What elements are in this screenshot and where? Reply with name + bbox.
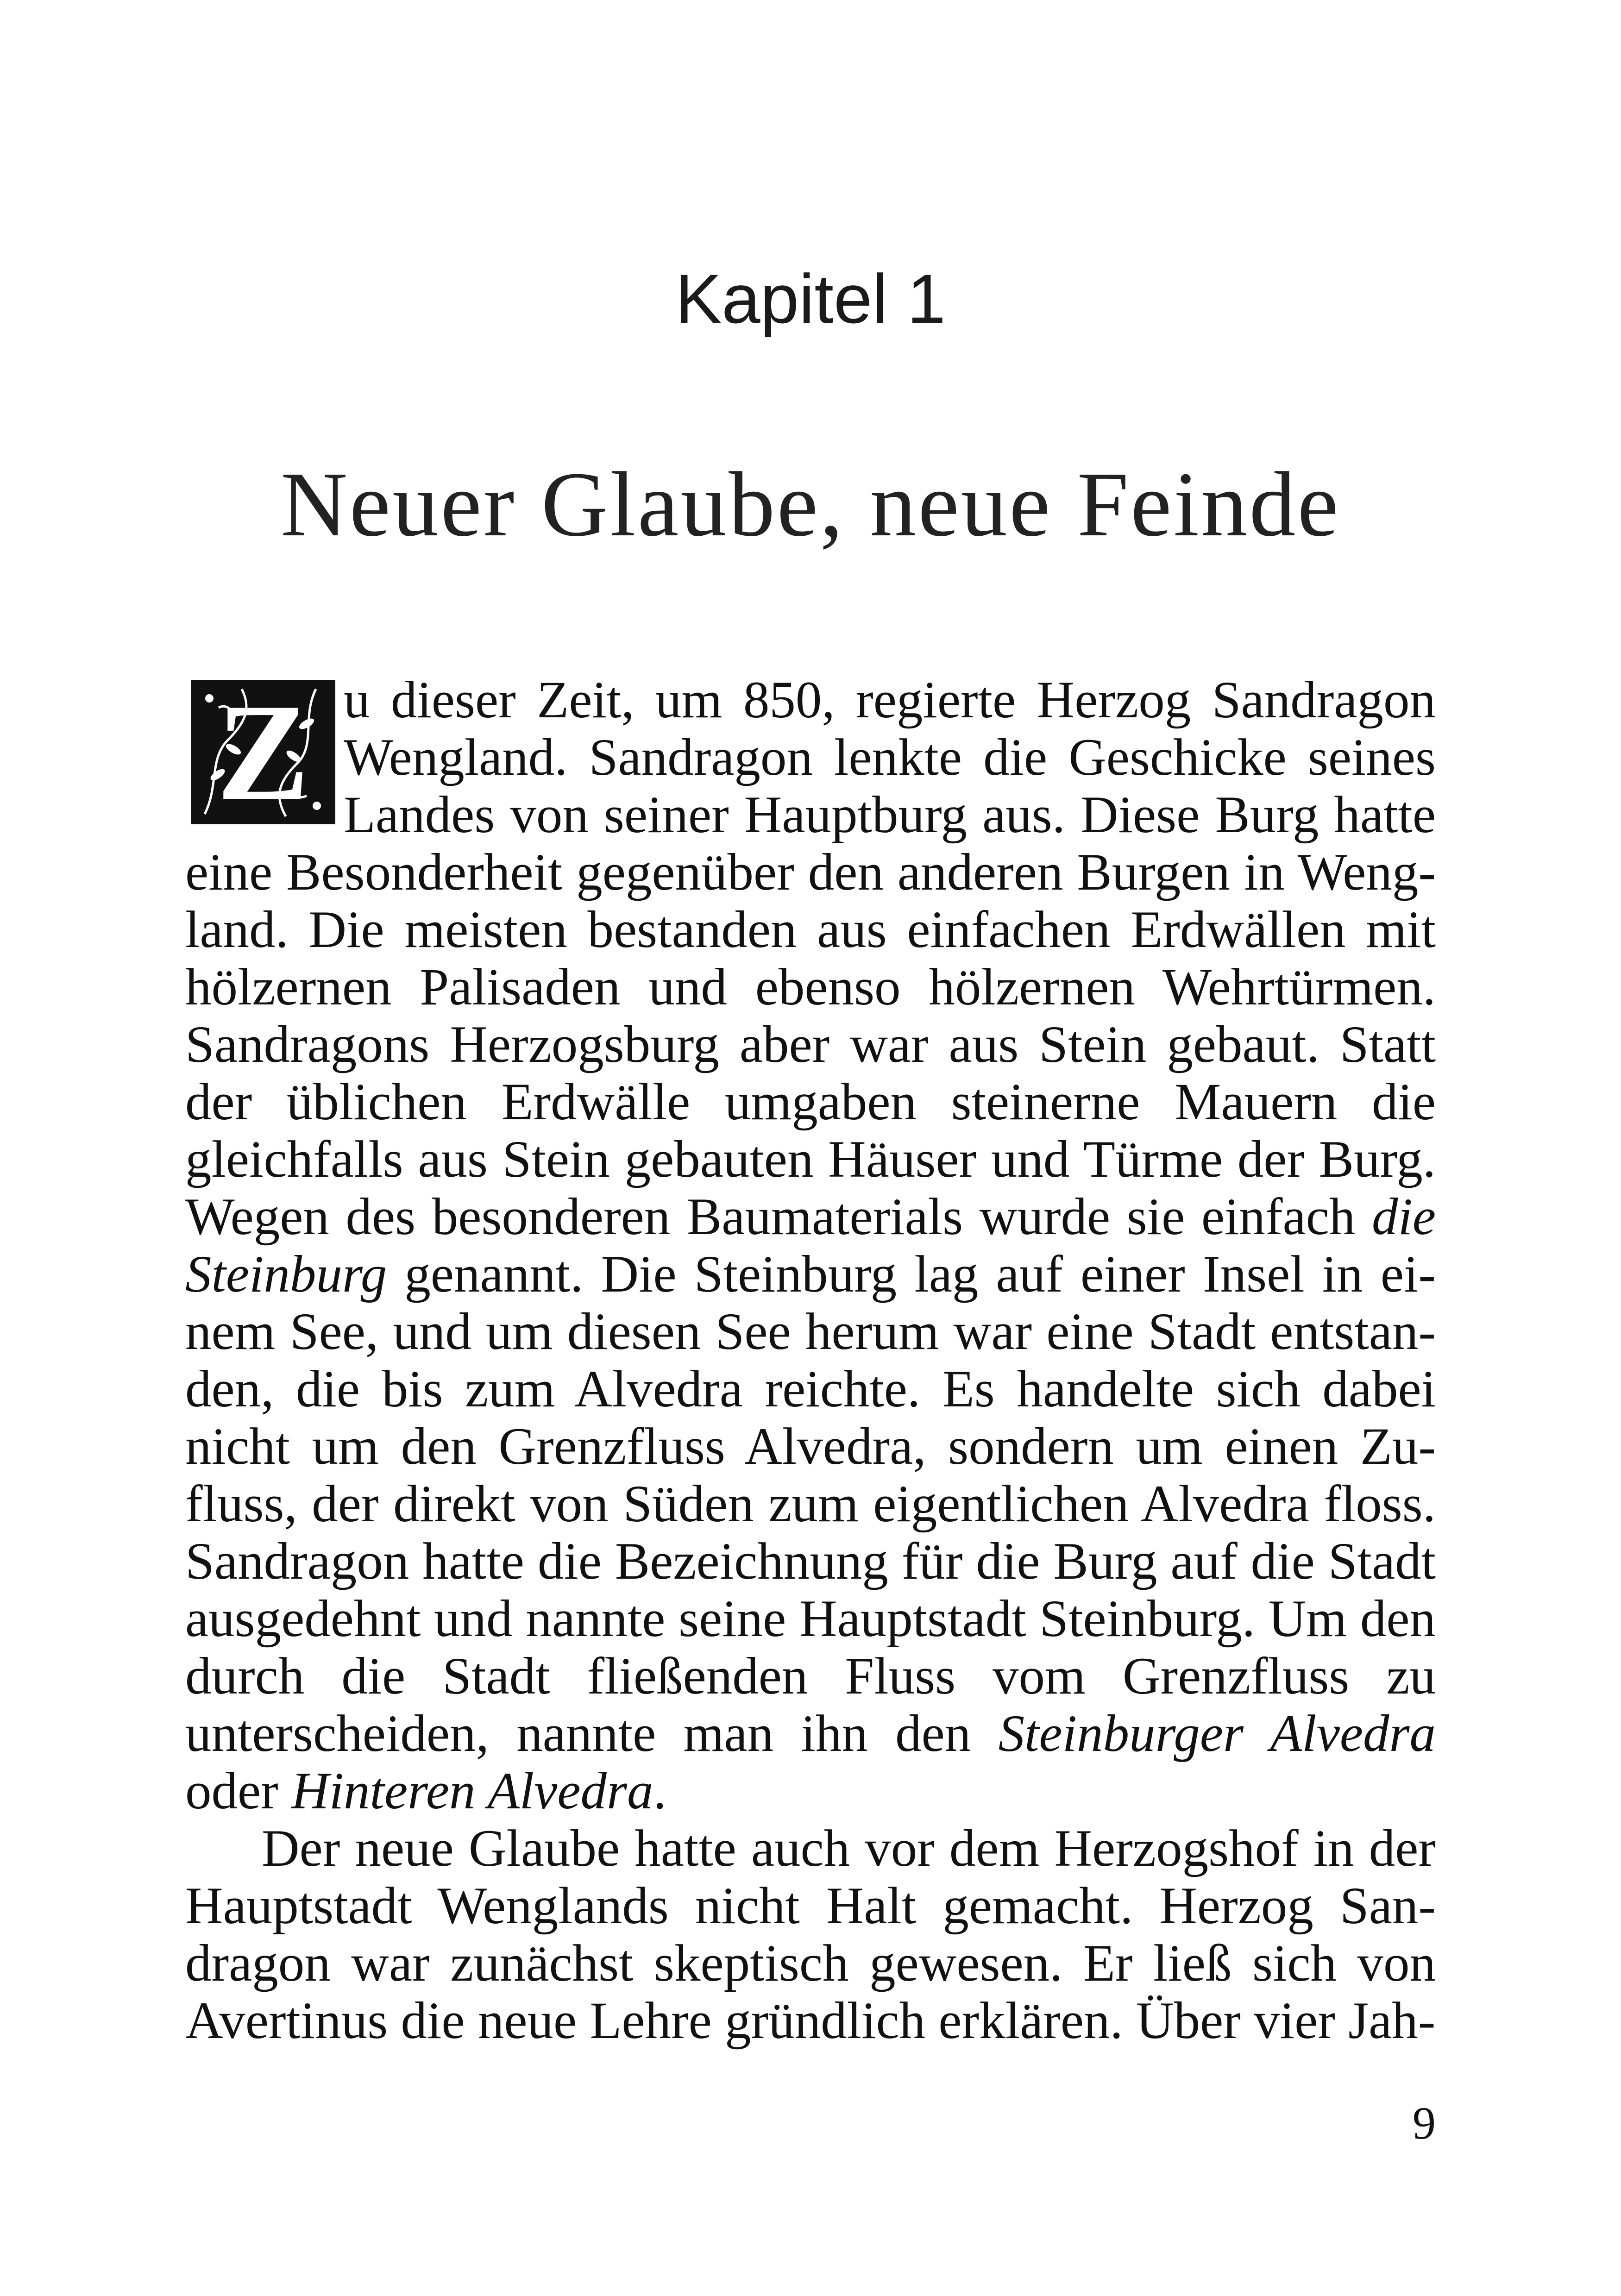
chapter-title: Neuer Glaube, neue Feinde — [281, 453, 1340, 556]
italic-term-steinburg: die Steinburg — [185, 1188, 1436, 1303]
paragraph-1 — [185, 671, 1436, 1820]
chapter-label: Kapitel 1 — [675, 260, 946, 338]
dropcap-letter: Z — [216, 675, 310, 829]
dropcap-ornament — [191, 675, 335, 829]
body-text — [185, 671, 1436, 2050]
paragraph-2: Der neue Glaube hatte auch vor dem Herzogshof in der Hauptstadt Wenglands nicht Halt gemacht. Herzog San-dragon war zunächst skeptisch gewesen. Er ließ sich von Avertinus die neue Lehre gründlich erklären. Über vier Jah- — [185, 1819, 1436, 2050]
italic-term-steinburger-alvedra: Steinburger Alvedra — [998, 1705, 1436, 1763]
page-number: 9 — [1413, 2097, 1436, 2149]
paragraph-1-text-c: oder — [185, 1762, 292, 1820]
italic-term-hinteren-alvedra: Hinteren Alvedra — [291, 1762, 653, 1820]
paragraph-1-text-a: u dieser Zeit, um 850, regierte Herzog Sandragon Wengland. Sandragon lenkte die Geschicke seines Landes von seiner Hauptburg aus. Diese Burg hatte eine Besonderheit gegenüber den anderen Burgen in Weng-land. Die meisten bestanden aus einfachen Erdwällen mit hölzernen Palisaden und ebenso hölzernen Wehrtürmen. Sandragons Herzogsburg aber war aus Stein gebaut. Statt der üblichen Erdwälle umgaben steinerne Mauern die gleichfalls aus Stein gebauten Häuser und Türme der Burg. Wegen des besonderen Baumaterials wurde sie einfach — [185, 671, 1436, 1246]
paragraph-1-text-b: genannt. Die Steinburg lag auf einer Insel in ei-nem See, und um diesen See herum war eine Stadt entstan-den, die bis zum Alvedra reichte. Es handelte sich dabei nicht um den Grenzfluss Alvedra, sondern um einen Zu-fluss, der direkt von Süden zum eigentlichen Alvedra floss. Sandragon hatte die Bezeichnung für die Burg auf die Stadt ausgedehnt und nannte seine Hauptstadt Steinburg. Um den durch die Stadt fließenden Fluss vom Grenzfluss zu unterscheiden, nannte man ihn den — [185, 1245, 1436, 1763]
paragraph-1-text-d: . — [653, 1762, 666, 1820]
